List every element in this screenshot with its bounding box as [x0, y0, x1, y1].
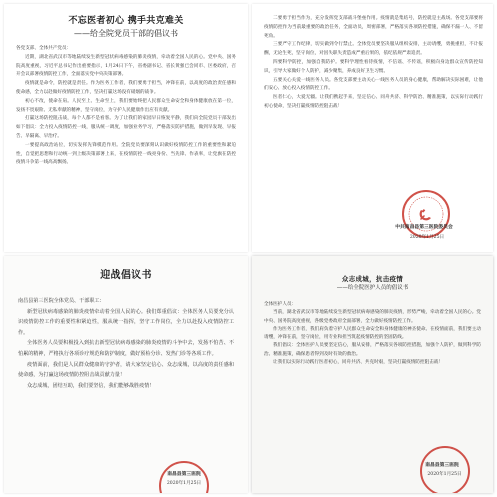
page-subtitle: ——给全院党员干部的倡议书: [74, 29, 178, 38]
page-title: 迎战倡议书: [100, 270, 152, 281]
paragraph: 一要提高政治站位，切实发挥先锋模范作用。全院党员要深刻认识做好疫情防控工作的重要性和紧迫性，自觉把思想和行动统一到上级决策部署上来，在疫情防控一线亮身份、当先锋、作表率，让党旗在防控疫情斗争第一线高高飘扬。: [16, 142, 236, 166]
paragraph: 医者仁心，大爱无疆。让我们携起手来，坚定信心、同舟共济、科学防治、精准施策，以实际行动践行初心使命，坚决打赢疫情防控阻击战！: [264, 95, 483, 109]
paragraph: 新型冠状病毒感染的肺炎疫情牵动着全国人民的心。我们郑重倡议：全体医务人员要充分认识疫情防控工作的重要性和紧迫性，服从统一指挥，坚守工作岗位，全力以赴投入疫情防控工作。: [18, 308, 234, 336]
document-page-party-proposal-continued: [252, 4, 493, 252]
paragraph: 近期，湖北省武汉市等地陆续发生新型冠状病毒感染的肺炎疫情，牵动着全国人民的心。党中央、国务院高度重视，习近平总书记作出重要指示，1月24日下午，省委副书记、省长黄强已会同市、区委政府，召开会议部署疫情防控工作，全面落实党中央决策部署。: [16, 54, 236, 78]
official-seal-icon: [159, 461, 209, 493]
signature-line: 中共南昌县第三医院委员会: [395, 224, 453, 230]
date-line: 2020年1月25日: [427, 472, 462, 477]
signature-line: 南昌县第三医院: [167, 471, 201, 477]
date-line: 2020年1月25日: [409, 235, 445, 240]
paragraph: 四要科学防控，加强自我防护。要科学理性看待疫情，不信谣、不传谣，积极向身边群众宣传防控知识，引导大家做好个人防护，减少聚集，养成良好卫生习惯。: [264, 59, 483, 74]
document-page-battle-proposal: [4, 256, 248, 493]
document-page-nurses-proposal: [252, 256, 493, 493]
paragraph: 作为医务工作者，我们肩负着守护人民群众生命安全和身体健康的神圣使命。在疫情面前，我们要主动请缨，冲锋在前，坚守岗位，用专业和担当筑起疫情防控的坚固防线。: [264, 326, 481, 341]
paragraph: 二要勇于担当作为，充分发挥党支部战斗堡垒作用。疫情就是集结号，防控就是主战场。各党支部要将疫情防控作为当前最重要的政治任务，全面动员，周密部署，严格落实各项防控措施，确保不漏一人、不留死角。: [264, 16, 483, 39]
paragraph: 三要严守工作纪律，切实做到令行禁止。全体党员要坚决服从组织安排，主动请缨，勇挑重担，不计报酬，无论生死，坚守岗位，对因失职失责造成严重后果的，依纪依规严肃追责。: [264, 42, 483, 57]
paragraph: 我们倡议：全体医护人员要坚定信心，服从安排，严格落实各项防控措施，加强个人防护，做到科学防治、精准施策，确保患者得到及时有效的救治。: [264, 343, 481, 357]
document-page-party-proposal: [4, 4, 248, 252]
date-line: 2020年1月25日: [166, 481, 202, 486]
salutation: 南昌县第三医院全体党员、干部职工：: [18, 298, 105, 304]
page-body: [18, 296, 234, 391]
paragraph: 打赢这场防控阻击战，每个人都不是看客。为了让我们的家园早日恢复平静，我们向全院党员干部发出如下倡议：全力投入疫情防控一线，服从统一调度，加强业务学习，严格落实防护措施，做到早发现、早报告、早隔离、早治疗。: [16, 116, 236, 139]
paragraph: 五要关心关爱一线医务人员。各党支部要主动关心一线医务人员的身心健康，帮助解决实际困难，让他们安心、放心投入疫情防控工作。: [264, 77, 483, 92]
official-seal-icon: [420, 446, 470, 493]
salutation: 全体医护人员：: [264, 302, 297, 307]
paragraph: 当前，湖北省武汉市等地陆续发生新型冠状病毒感染的肺炎疫情，形势严峻，牵动着全国人民的心。党中央、国务院高度重视，各级党委政府全面部署，全力做好疫情防控工作。: [264, 310, 481, 324]
page-title: 众志成城，抗击疫情: [341, 275, 404, 283]
paragraph: 疫情面前，我们是人民群众健康的守护者，请大家坚定信心、众志成城，以高度的责任感和使命感，为打赢这场疫情防控阻击战贡献力量！: [18, 361, 234, 379]
page-title: 不忘医者初心 携手共克难关: [68, 16, 184, 26]
page-body: [264, 15, 483, 112]
page-subtitle: ——给全院医护人员的倡议书: [336, 285, 409, 291]
paragraph: 全体医务人员要积极投入到抗击新型冠状病毒感染的肺炎疫情的斗争中去，发扬不怕苦、不怕累的精神，严格执行各项诊疗规范和防护制度，做好预检分诊、发热门诊等各项工作。: [18, 340, 234, 357]
paragraph: 让我们以实际行动践行医者初心，同舟共济、共克时艰，坚决打赢疫情防控阻击战！: [273, 360, 443, 366]
signature-line: 南昌县第三医院: [425, 462, 459, 468]
paragraph: 疫情就是命令，防控就是责任。作为医务工作者，我们要勇于担当，冲锋在前，以高度的政治责任感和使命感，全力以赴做好疫情防控工作，坚决打赢这场没有硝烟的战争。: [16, 81, 236, 95]
page-body: [264, 301, 481, 367]
salutation: 各党支部、全体共产党员：: [16, 46, 72, 51]
official-seal-icon: [402, 190, 450, 238]
paragraph: 众志成城，团结互助，我们要坚信，我们能够战胜疫情！: [27, 382, 155, 389]
page-body: [16, 45, 236, 168]
paragraph: 初心不改，使命在肩。人民至上、生命至上，我们要始终把人民群众生命安全和身体健康放在第一位，发扬不畏艰险、无私奉献的精神，坚守岗位，为守护人民健康作出应有贡献。: [16, 98, 236, 113]
